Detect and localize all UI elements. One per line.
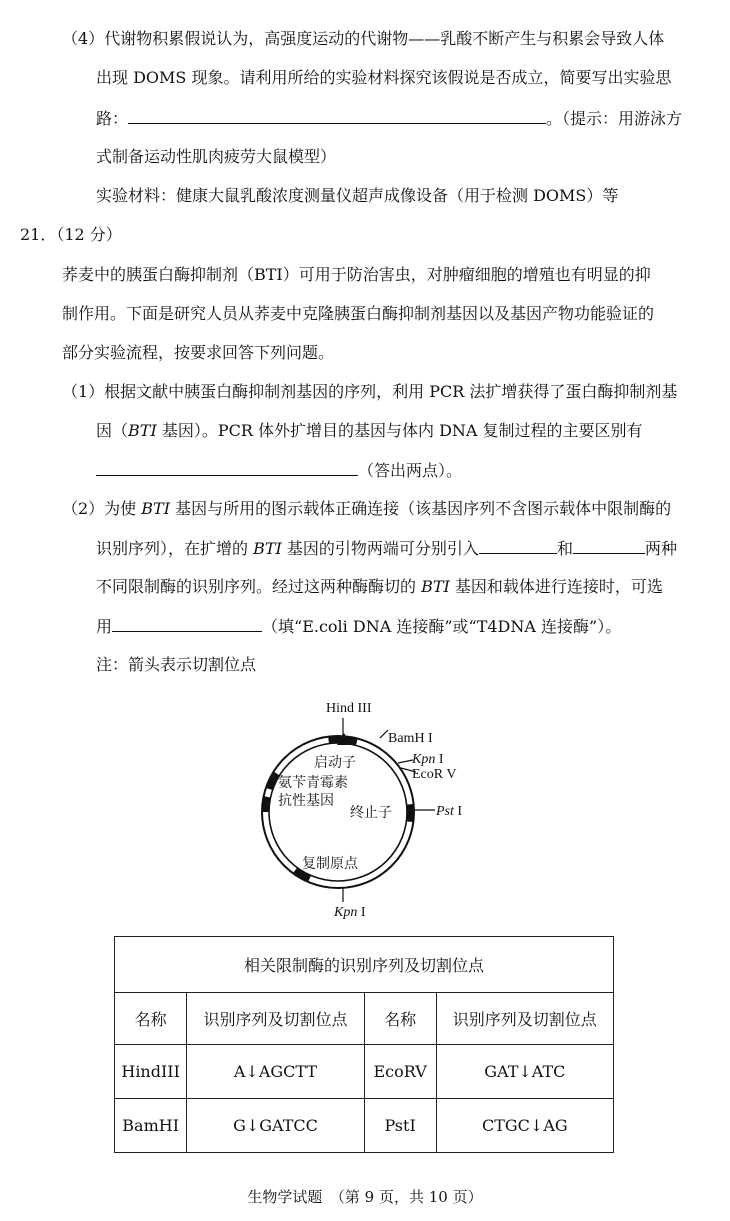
terminator-label: 终止子: [350, 805, 392, 821]
enzyme-table-header: 名称: [115, 993, 187, 1045]
q20-4-text-4: 式制备运动性肌肉疲劳大鼠模型）: [96, 147, 337, 166]
table-row: [115, 1099, 614, 1153]
bam-label: BamH I: [388, 731, 433, 746]
q21-p2-text-d: 基因的引物两端可分别引入: [281, 539, 479, 558]
bti-italic: BTI: [421, 577, 450, 596]
table-row: [115, 1045, 614, 1099]
pst-label: [435, 804, 462, 819]
q21-p2-line-3: [96, 576, 663, 598]
q21-p1-line-3: [96, 459, 462, 482]
q21-p2-text-b: 基因与所用的图示载体正确连接（该基因序列不含图示载体中限制酶的: [170, 499, 672, 518]
ecor-label: EcoR V: [412, 767, 457, 782]
answer-blank-4[interactable]: [573, 537, 645, 554]
kpn-top-name: Kpn: [412, 752, 436, 767]
q20-4-text-1: 代谢物积累假说认为，高强度运动的代谢物——乳酸不断产生与积累会导致人体: [104, 29, 665, 48]
answer-blank-2[interactable]: [96, 459, 358, 476]
q21-p1-text-a: 因（: [96, 421, 129, 440]
plasmid-vector-diagram: [230, 690, 500, 920]
q20-4-materials: 实验材料：健康大鼠乳酸浓度测量仪超声成像设备（用于检测 DOMS）等: [96, 186, 619, 205]
enzyme-table: [114, 936, 614, 1153]
q21-p2-text-j: （填“E.coli DNA 连接酶”或“T4DNA 连接酶”）。: [262, 617, 622, 636]
bti-italic: BTI: [253, 539, 282, 558]
answer-blank-3[interactable]: [479, 537, 557, 554]
pst-suffix: I: [453, 804, 463, 819]
page-footer: 生物学试题 （第 9 页，共 10 页）: [247, 1188, 483, 1206]
q20-4-number: （4）: [62, 29, 105, 48]
q21-p1-text-b: 基因）。PCR 体外扩增目的基因与体内 DNA 复制过程的主要区别有: [156, 421, 643, 440]
kpn-bottom-suffix: I: [357, 905, 366, 920]
q21-p2-text-e: 和: [556, 539, 573, 558]
bti-italic: BTI: [141, 499, 171, 518]
kpn-bottom-label: [333, 905, 366, 920]
kpn-top-site-line: [398, 760, 413, 763]
q21-p2-text-g: 不同限制酶的识别序列。经过这两种酶酶切的: [96, 577, 422, 596]
q21-p2-line-1: [62, 498, 671, 520]
enzyme-site-cell: GAT↓ATC: [436, 1045, 613, 1099]
q20-4-lead: 路：: [96, 109, 129, 128]
hind-label: Hind III: [326, 701, 372, 716]
enzyme-name-cell: EcoRV: [364, 1045, 436, 1099]
q20-4-text-2: 出现 DOMS 现象。请利用所给的实验材料探究该假说是否成立，简要写出实验思: [96, 68, 672, 87]
kpn-top-suffix: I: [435, 752, 444, 767]
amp-label-2: 抗性基因: [278, 793, 334, 809]
terminator-segment: [407, 804, 415, 822]
promoter-label: 启动子: [314, 755, 356, 771]
enzyme-site-cell: CTGC↓AG: [436, 1099, 613, 1153]
enzyme-name-cell: HindIII: [115, 1045, 187, 1099]
q21-intro-2: 制作用。下面是研究人员从荞麦中克隆胰蛋白酶抑制剂基因以及基因产物功能验证的: [62, 304, 655, 323]
enzyme-table-title: 相关限制酶的识别序列及切割位点: [115, 937, 614, 993]
q20-4-line-1: [62, 28, 664, 50]
q21-p1-line-2: [96, 420, 643, 442]
q21-p2-line-4: [96, 615, 621, 638]
q21-p1-text-c: （答出两点）。: [358, 461, 463, 480]
enzyme-site-cell: A↓AGCTT: [187, 1045, 364, 1099]
q20-4-hint: 。（提示：用游泳方: [546, 109, 683, 128]
pst-name: Pst: [436, 804, 454, 819]
enzyme-table-header: 名称: [364, 993, 436, 1045]
enzyme-site-cell: G↓GATCC: [187, 1099, 364, 1153]
answer-blank-1[interactable]: [128, 107, 546, 124]
q21-p2-text-a: （2）为使: [62, 499, 142, 518]
q21-header: 21．（12 分）: [20, 225, 122, 244]
kpn-bottom-name: Kpn: [334, 905, 358, 920]
enzyme-table-header: 识别序列及切割位点: [436, 993, 613, 1045]
note-text: 注：箭头表示切割位点: [96, 655, 257, 674]
kpn-top-label: [411, 752, 444, 767]
answer-blank-5[interactable]: [112, 615, 262, 632]
q21-p2-text-h: 基因和载体进行连接时，可选: [449, 577, 663, 596]
q21-p2-text-c: 识别序列），在扩增的: [96, 539, 254, 558]
bam-site-line: [380, 730, 388, 738]
q21-p2-text-f: 两种: [644, 539, 677, 558]
q20-4-line-3: [96, 107, 682, 130]
enzyme-table-header: 识别序列及切割位点: [187, 993, 364, 1045]
q21-p2-text-i: 用: [96, 617, 113, 636]
ori-label: 复制原点: [302, 856, 358, 872]
amp-label-1: 氨苄青霉素: [278, 775, 348, 791]
enzyme-name-cell: BamHI: [115, 1099, 187, 1153]
q21-intro-3: 部分实验流程，按要求回答下列问题。: [62, 343, 335, 362]
enzyme-name-cell: PstI: [364, 1099, 436, 1153]
q21-p2-line-2: [96, 537, 677, 560]
q21-intro-1: 荞麦中的胰蛋白酶抑制剂（BTI）可用于防治害虫，对肿瘤细胞的增殖也有明显的抑: [62, 265, 651, 284]
q21-p1-line-1: （1）根据文献中胰蛋白酶抑制剂基因的序列，利用 PCR 法扩增获得了蛋白酶抑制剂基: [62, 382, 678, 401]
bti-italic: BTI: [128, 421, 157, 440]
